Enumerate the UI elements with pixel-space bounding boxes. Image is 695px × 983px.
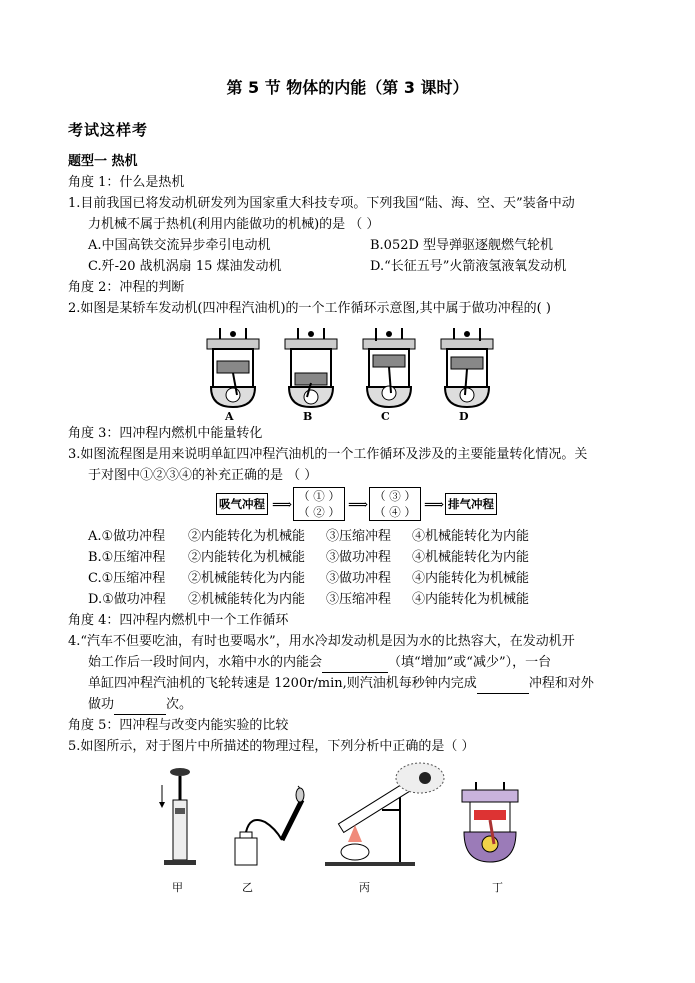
engine-label-d: D [459,410,469,423]
flow-arrow-icon: ⟹ [348,497,369,513]
q4-stem-line2 [88,653,551,673]
q3-option-d-4: ④内能转化为机械能 [412,592,530,607]
engine-label-b: B [303,410,313,423]
q3-stem-line1: 3.如图流程图是用来说明单缸四冲程汽油机的一个工作循环及涉及的主要能量转化情况。关 [68,447,588,462]
q4-blank-2[interactable] [477,678,529,694]
flow-box-1-top: （ ① ） [298,489,340,503]
flow-box-2-bottom: （ ④ ） [374,505,416,519]
q3-stem-line2: 于对图中①②③④的补充正确的是 （ ） [88,468,318,483]
angle-4-heading: 角度 4：四冲程内燃机中一个工作循环 [68,613,289,628]
q3-option-c-2: ②机械能转化为内能 [188,571,306,586]
bottle-tube-illustration [235,786,304,865]
q5-stem: 5.如图所示，对于图片中所描述的物理过程，下列分析中正确的是（ ） [68,739,475,754]
q3-option-d-2: ②机械能转化为内能 [188,592,306,607]
q3-option-a-3: ③压缩冲程 [326,529,392,544]
flow-arrow-icon: ⟹ [272,497,293,513]
q3-option-b-3: ③做功冲程 [326,550,392,565]
section-heading: 考试这样考 [68,121,149,139]
q1-option-a: A.中国高铁交流异步牵引电动机 [88,238,271,253]
q1-option-d: D.“长征五号”火箭液氢液氧发动机 [370,259,567,274]
q3-option-d-1: D.①做功冲程 [88,592,166,607]
q3-option-d-3: ③压缩冲程 [326,592,392,607]
q5-label-jia: 甲 [172,881,183,894]
air-pump-cylinder-illustration [159,768,196,865]
page-title: 第 5 节 物体的内能（第 3 课时） [226,78,469,97]
flow-box-2 [369,487,421,521]
q2-stem: 2.如图是某轿车发动机(四冲程汽油机)的一个工作循环示意图,其中属于做功冲程的( ) [68,301,551,316]
engine-label-a: A [225,410,234,423]
q4-line2-text-b: （填“增加”或“减少”），一台 [388,655,552,670]
flow-exhaust-box: 排气冲程 [445,493,497,515]
q3-flowchart [0,487,695,523]
q4-blank-1[interactable] [322,657,388,673]
q5-label-yi: 乙 [242,881,253,894]
q3-option-b-1: B.①压缩冲程 [88,550,166,565]
q2-engine-figure [200,325,500,425]
angle-1-heading: 角度 1：什么是热机 [68,175,185,190]
flow-box-1 [293,487,345,521]
q3-option-c-3: ③做功冲程 [326,571,392,586]
q4-stem-line4 [88,695,192,715]
q4-line4-text-b: 次。 [166,697,193,712]
q5-label-ding: 丁 [492,881,503,894]
engine-b-illustration [285,328,337,407]
q1-stem-line2: 力机械不属于热机(利用内能做功的机械)的是 （ ） [88,217,380,232]
q3-option-b-4: ④机械能转化为内能 [412,550,530,565]
q3-option-b-2: ②内能转化为机械能 [188,550,306,565]
engine-a-illustration [207,328,259,407]
q4-stem-line3 [88,674,594,694]
q3-option-c-1: C.①压缩冲程 [88,571,166,586]
q1-option-b: B.052D 型导弹驱逐舰燃气轮机 [370,238,554,253]
flow-box-1-bottom: （ ② ） [298,505,340,519]
angle-2-heading: 角度 2：冲程的判断 [68,280,185,295]
q3-option-a-4: ④机械能转化为内能 [412,529,530,544]
q4-stem-line1: 4.“汽车不但要吃油，有时也要喝水”，用水冷却发动机是因为水的比热容大，在发动机开 [68,634,575,649]
q1-stem-line1: 1.目前我国已将发动机研发列为国家重大科技专项。下列我国“陆、海、空、天”装备中动 [68,196,575,211]
flow-intake-box: 吸气冲程 [216,493,268,515]
q4-blank-3[interactable] [114,699,166,715]
q3-option-a-1: A.①做功冲程 [88,529,166,544]
flow-arrow-icon: ⟹ [424,497,445,513]
engine-d-illustration [441,328,493,407]
engine-cutaway-illustration [462,782,518,862]
q4-line4-text-a: 做功 [88,697,115,712]
q1-option-c: C.歼-20 战机涡扇 15 煤油发动机 [88,259,282,274]
angle-5-heading: 角度 5：四冲程与改变内能实验的比较 [68,718,289,733]
q4-line3-text-b: 冲程和对外 [528,676,594,691]
q4-line3-text-a: 单缸四冲程汽油机的飞轮转速是 1200r/min,则汽油机每秒钟内完成 [88,676,477,691]
type-heading: 题型一 热机 [68,154,138,169]
engine-label-c: C [381,410,390,423]
q3-option-c-4: ④内能转化为机械能 [412,571,530,586]
angle-3-heading: 角度 3：四冲程内燃机中能量转化 [68,426,263,441]
q3-option-a-2: ②内能转化为机械能 [188,529,306,544]
flow-box-2-top: （ ③ ） [374,489,416,503]
engine-c-illustration [363,328,415,407]
q5-figure [150,760,550,875]
q4-line2-text-a: 始工作后一段时间内，水箱中水的内能会 [88,655,323,670]
test-tube-heating-illustration [325,763,444,866]
q5-label-bing: 丙 [359,881,370,894]
